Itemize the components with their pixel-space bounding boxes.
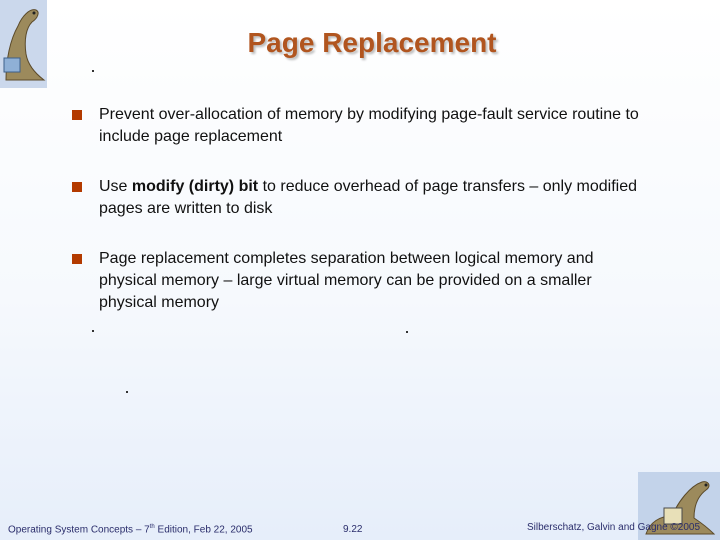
decorative-dot [92, 330, 94, 332]
bullet-item [72, 104, 652, 148]
decorative-dot [126, 391, 128, 393]
footer-book-post: Edition, Feb 22, 2005 [154, 524, 253, 536]
footer-page-number: 9.22 [343, 524, 363, 535]
bullet-item [72, 176, 652, 220]
bullet-marker [72, 182, 82, 192]
bullet-list [72, 104, 652, 342]
bullet-text-pre: Use [99, 178, 132, 195]
decorative-dot [406, 331, 408, 333]
footer-book-pre: Operating System Concepts – 7 [8, 524, 150, 536]
bullet-text: Prevent over-allocation of memory by modifying page-fault service routine to include page replacement [99, 106, 639, 145]
slide-title: Page Replacement [247, 27, 497, 58]
footer-copyright: Silberschatz, Galvin and Gagne ©2005 [527, 522, 701, 533]
bullet-marker [72, 110, 82, 120]
bullet-text-bold: modify (dirty) bit [131, 178, 259, 195]
decorative-dot [92, 70, 94, 72]
bullet-marker [72, 254, 82, 264]
bullet-item [72, 248, 652, 314]
bullet-text-post: to reduce overhead of page transfers – only modified pages are written to disk [99, 178, 638, 217]
footer-book-info [8, 524, 253, 535]
footer-book-sup: th [149, 524, 155, 530]
bullet-text: Page replacement completes separation between logical memory and physical memory – large virtual memory can be provided on a smaller physical memory [99, 250, 594, 311]
